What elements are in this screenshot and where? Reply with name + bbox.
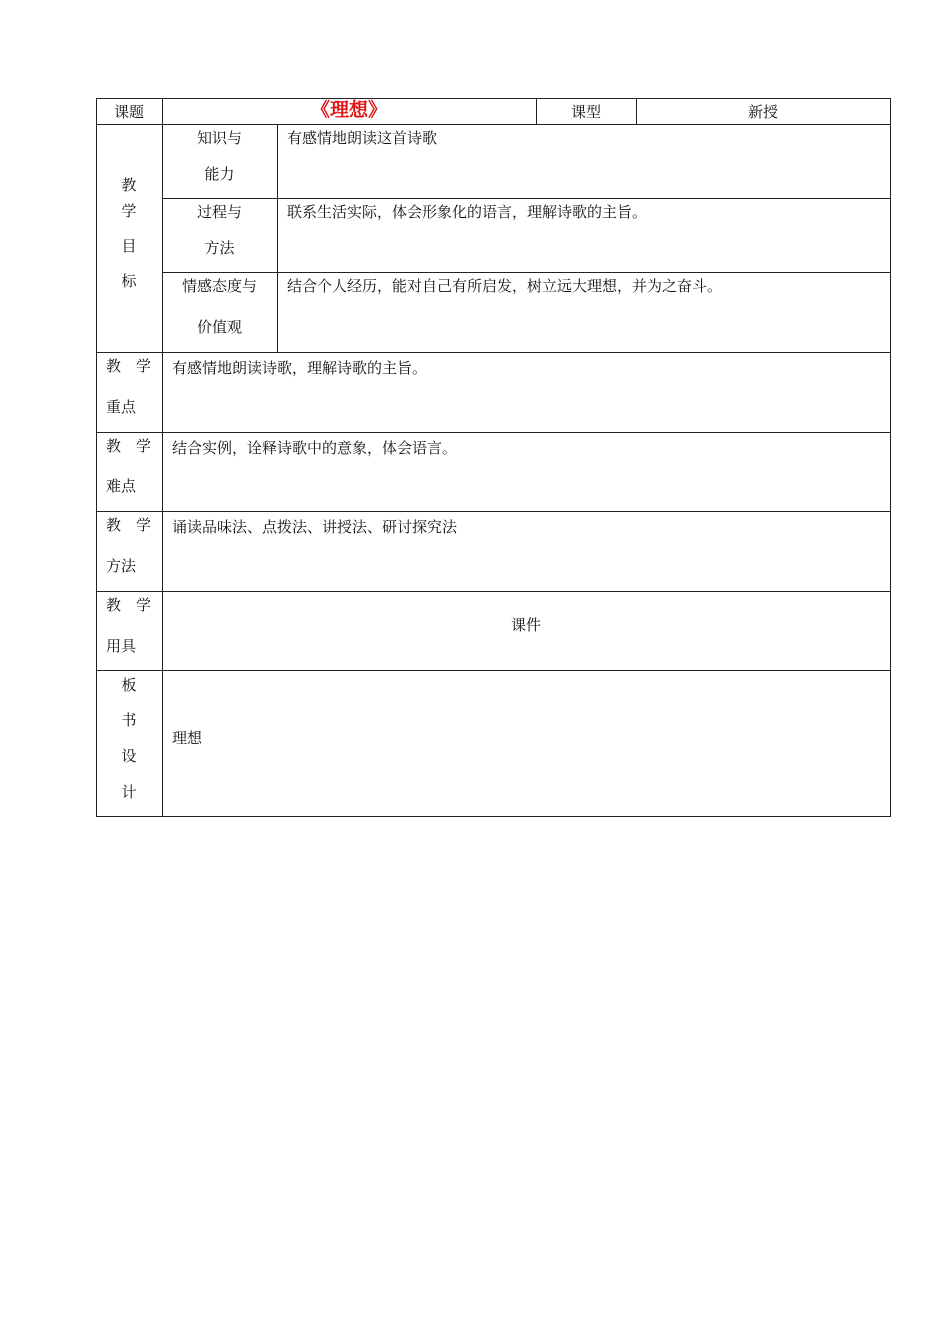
methods-label: 学	[136, 516, 152, 534]
goal-attitude-label: 情感态度与	[181, 277, 257, 295]
table-row-divider	[162, 272, 891, 273]
key-points-label: 学	[136, 357, 152, 375]
goal-process-label: 过程与	[196, 203, 242, 221]
tools-label: 教	[106, 596, 122, 614]
board-label-char: 板	[121, 676, 137, 694]
lesson-type-value: 新授	[747, 103, 778, 121]
table-row-divider	[96, 352, 891, 353]
goal-process-label: 方法	[204, 239, 235, 257]
key-points-label: 教	[106, 357, 122, 375]
goal-attitude-label: 价值观	[196, 318, 242, 336]
table-border-bottom	[96, 816, 891, 817]
goal-process-content: 联系生活实际，体会形象化的语言，理解诗歌的主旨。	[287, 203, 648, 221]
methods-content: 诵读品味法、点拨法、讲授法、研讨探究法	[172, 518, 458, 536]
goal-knowledge-label: 知识与	[196, 129, 242, 147]
table-row-divider	[162, 198, 891, 199]
key-points-label: 重点	[106, 398, 137, 416]
goals-label-char: 教	[121, 176, 137, 194]
goal-knowledge-label: 能力	[204, 165, 235, 183]
difficulties-label: 教	[106, 437, 122, 455]
tools-label: 用具	[106, 637, 137, 655]
table-row-divider	[96, 432, 891, 433]
methods-label: 方法	[106, 557, 137, 575]
table-border-right	[890, 98, 891, 817]
table-row-divider	[96, 670, 891, 671]
board-content: 理想	[172, 729, 203, 747]
goal-attitude-content: 结合个人经历，能对自己有所启发，树立远大理想，并为之奋斗。	[287, 277, 723, 295]
lesson-type-label: 课型	[570, 103, 601, 121]
tools-label: 学	[136, 596, 152, 614]
board-label-char: 书	[121, 711, 137, 729]
key-points-content: 有感情地朗读诗歌，理解诗歌的主旨。	[172, 359, 428, 377]
goal-knowledge-content: 有感情地朗读这首诗歌	[287, 129, 438, 147]
goals-label-char: 标	[121, 272, 137, 290]
topic-label: 课题	[113, 103, 144, 121]
table-row-divider	[96, 511, 891, 512]
topic-title: 《理想》	[310, 99, 387, 121]
tools-content: 课件	[510, 616, 541, 634]
table-row-divider	[96, 591, 891, 592]
table-row-divider	[96, 124, 891, 125]
table-col-divider	[277, 124, 278, 353]
goals-label-char: 学	[121, 202, 137, 220]
goals-label-char: 目	[121, 237, 137, 255]
difficulties-content: 结合实例，诠释诗歌中的意象，体会语言。	[172, 439, 458, 457]
table-border-top	[96, 98, 891, 99]
difficulties-label: 难点	[106, 477, 137, 495]
methods-label: 教	[106, 516, 122, 534]
board-label-char: 设	[121, 747, 137, 765]
board-label-char: 计	[121, 783, 137, 801]
difficulties-label: 学	[136, 437, 152, 455]
